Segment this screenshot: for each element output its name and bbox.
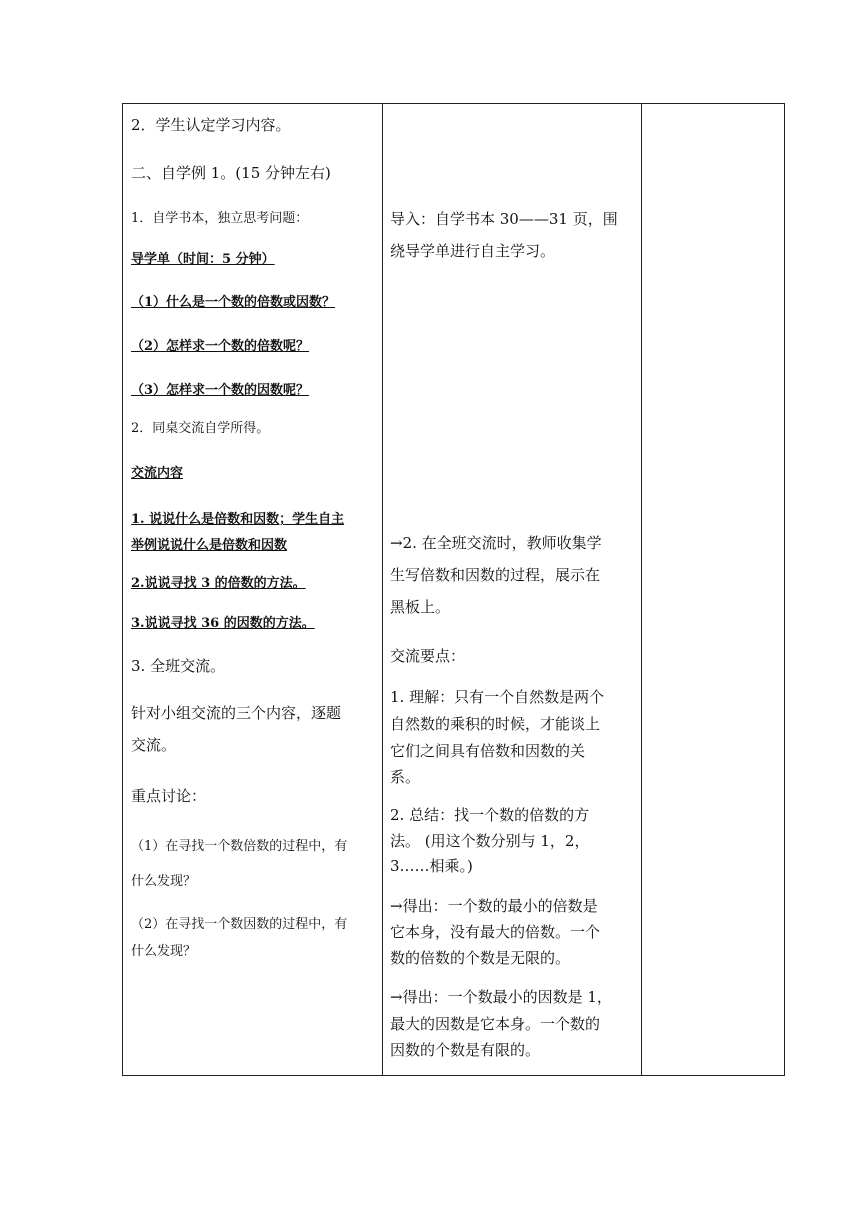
text-line: 最大的因数是它本身。一个数的 [390,1015,601,1033]
exchange-item: 2.说说寻找 3 的倍数的方法。 [131,576,306,591]
text-line: →2. 在全班交流时，教师收集学 [390,534,602,552]
text-line: 黑板上。 [390,598,451,616]
text-line: （1）在寻找一个数倍数的过程中，有 [131,839,348,854]
exchange-item: 1. 说说什么是倍数和因数；学生自主 [131,512,345,527]
text-line: 导入：自学书本 30——31 页，围 [390,210,618,228]
text-line: 1．自学书本，独立思考问题： [131,211,309,226]
text-line: 绕导学单进行自主学习。 [390,242,556,260]
text-line: 它本身，没有最大的倍数。一个 [390,923,601,941]
guide-question: （1）什么是一个数的倍数或因数？ [131,295,336,310]
guide-sheet-heading: 导学单（时间：5 分钟） [131,252,275,267]
text-line: 系。 [390,768,421,786]
lesson-table [122,103,785,1076]
text-line: 3. 全班交流。 [131,657,226,675]
guide-question: （2）怎样求一个数的倍数呢？ [131,339,310,354]
text-line: 交流。 [131,736,177,754]
text-line: 因数的个数是有限的。 [390,1041,541,1059]
text-line: 什么发现？ [131,874,197,889]
left-column [123,104,383,1075]
text-line: 它们之间具有倍数和因数的关 [390,742,586,760]
text-line: 针对小组交流的三个内容，逐题 [131,704,342,722]
text-line: 什么发现？ [131,944,197,959]
text-line: 交流要点： [390,647,466,665]
exchange-item: 3.说说寻找 36 的因数的方法。 [131,616,315,631]
text-line: 2．学生认定学习内容。 [131,116,291,134]
text-line: 数的倍数的个数是无限的。 [390,949,571,967]
text-line: 法。 (用这个数分别与 1，2， [390,832,590,850]
text-line: →得出：一个数最小的因数是 1， [390,988,612,1006]
text-line: （2）在寻找一个数因数的过程中，有 [131,917,348,932]
text-line: 2．同桌交流自学所得。 [131,421,270,436]
guide-question: （3）怎样求一个数的因数呢？ [131,383,310,398]
text-line: 2. 总结：找一个数的倍数的方 [390,806,590,824]
right-column [641,104,784,1075]
text-line: →得出：一个数的最小的倍数是 [390,897,598,915]
text-line: 重点讨论： [131,787,207,805]
exchange-item: 举例说说什么是倍数和因数 [131,538,288,553]
text-line: 1. 理解：只有一个自然数是两个 [390,688,605,706]
text-line: 生写倍数和因数的过程，展示在 [390,566,601,584]
text-line: 二、自学例 1。(15 分钟左右) [131,164,331,182]
exchange-heading: 交流内容 [131,466,184,481]
middle-column [382,104,642,1075]
text-line: 3……相乘。) [390,857,473,875]
text-line: 自然数的乘积的时候，才能谈上 [390,715,601,733]
